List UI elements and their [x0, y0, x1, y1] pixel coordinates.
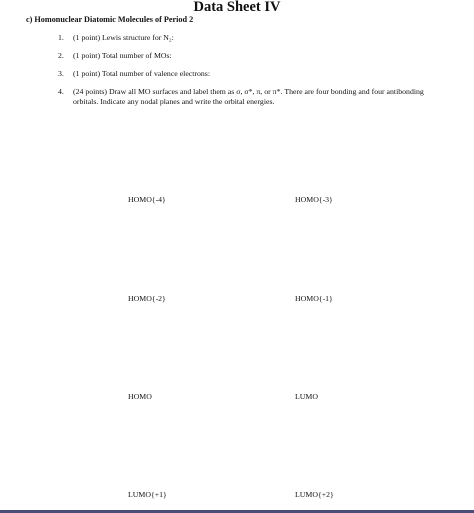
question-text: (24 points) Draw all MO surfaces and label them as σ, σ*, π, or π*. There are four bonding and four antibonding orbitals. Indicate any nodal planes and write the orbital energies.: [73, 87, 424, 106]
question-2: [58, 51, 448, 61]
orbital-label-lumo-plus-1: LUMO{+1}: [128, 490, 167, 499]
orbital-label-homo: HOMO: [128, 392, 152, 401]
orbital-label-lumo-plus-2: LUMO{+2}: [295, 490, 334, 499]
page-title: Data Sheet IV: [193, 0, 281, 15]
question-3: [58, 69, 448, 79]
section-heading: c) Homonuclear Diatomic Molecules of Period 2: [26, 15, 194, 24]
question-text: (1 point) Lewis structure for N₂:: [73, 33, 174, 42]
question-text: (1 point) Total number of MOs:: [73, 51, 172, 60]
orbital-label-homo-minus-2: HOMO{-2}: [128, 294, 166, 303]
question-1: [58, 33, 448, 43]
question-number: 2.: [58, 51, 64, 60]
orbital-label-homo-minus-3: HOMO{-3}: [295, 195, 333, 204]
question-number: 4.: [58, 87, 64, 96]
question-number: 3.: [58, 69, 64, 78]
orbital-label-homo-minus-1: HOMO{-1}: [295, 294, 333, 303]
orbital-label-homo-minus-4: HOMO{-4}: [128, 195, 166, 204]
question-text: (1 point) Total number of valence electrons:: [73, 69, 211, 78]
orbital-label-lumo: LUMO: [295, 392, 318, 401]
question-4: [58, 87, 448, 106]
question-number: 1.: [58, 33, 64, 42]
